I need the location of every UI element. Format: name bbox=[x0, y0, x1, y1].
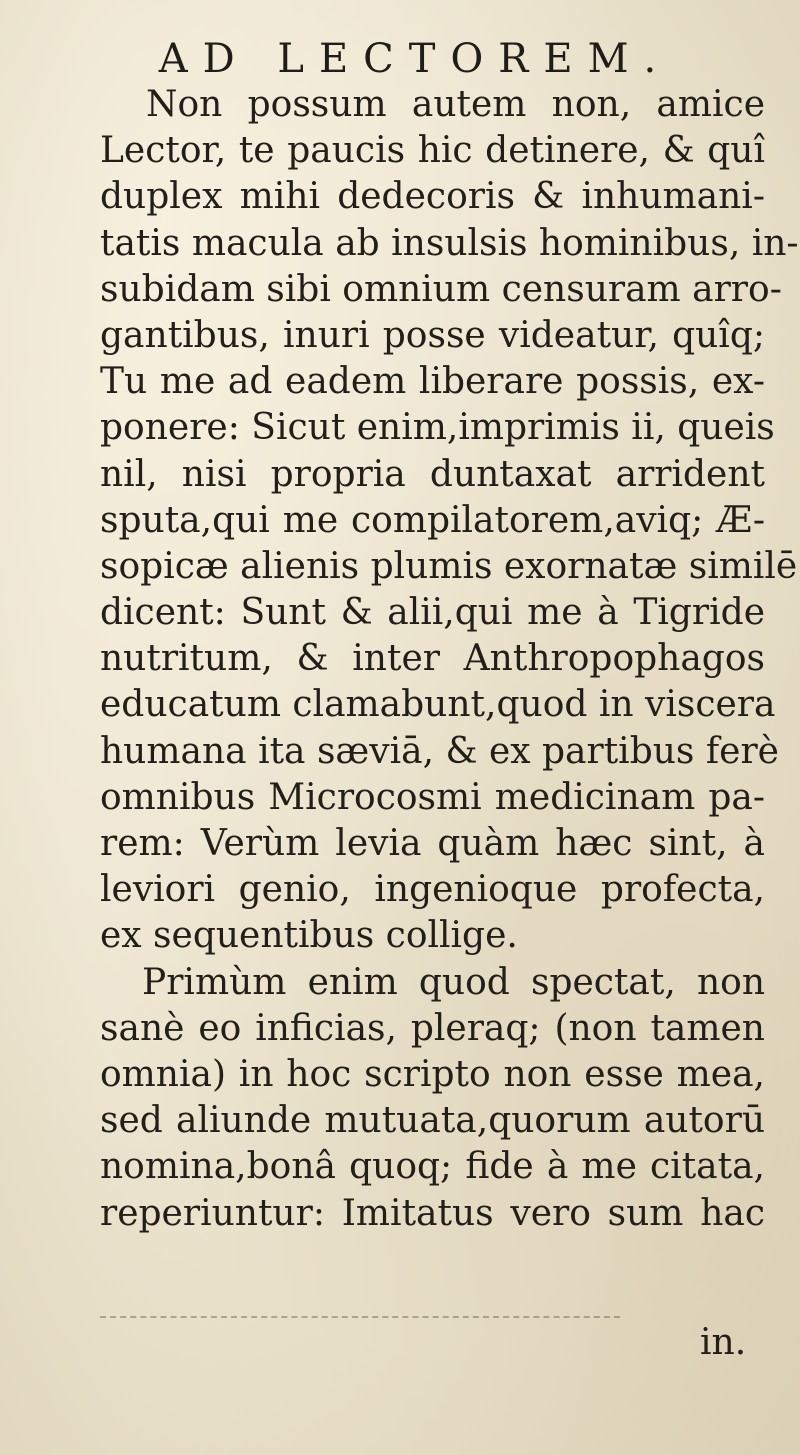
text-line: rem: Verùm levia quàm hæc sint, à bbox=[100, 823, 765, 864]
text-line: educatum clamabunt,quod in viscera bbox=[100, 684, 776, 726]
text-line: omnia) in hoc scripto non esse mea, bbox=[100, 1053, 765, 1095]
text-line: reperiuntur: Imitatus vero sum hac bbox=[100, 1192, 765, 1234]
text-line: leviori genio, ingenioque profecta, bbox=[100, 869, 765, 911]
text-line: sanè eo inficias, pleraq; (non tamen bbox=[100, 1007, 765, 1049]
text-line: humana ita sæviā, & ex partibus ferè bbox=[100, 730, 779, 772]
text-line: nomina,bonâ quoq; fide à me citata, bbox=[100, 1146, 765, 1188]
text-line: gantibus, inuri posse videatur, quîq; bbox=[100, 314, 765, 356]
text-line: Lector, te paucis hic detinere, & quî bbox=[100, 130, 765, 172]
text-line: tatis macula ab insulsis hominibus, in- bbox=[100, 222, 799, 264]
text-line: nil, nisi propria duntaxat arrident bbox=[100, 453, 765, 495]
text-line: Tu me ad eadem liberare possis, ex- bbox=[100, 361, 765, 403]
text-line: sputa,qui me compilatorem,aviq; Æ- bbox=[100, 499, 765, 541]
body-text bbox=[100, 82, 799, 1237]
text-line: omnibus Microcosmi medicinam pa- bbox=[100, 776, 765, 818]
text-line: sopicæ alienis plumis exornatæ similē bbox=[100, 545, 798, 587]
text-line: nutritum, & inter Anthropophagos bbox=[100, 638, 765, 680]
text-line: dicent: Sunt & alii,qui me à Tigride bbox=[100, 592, 765, 634]
text-line: ex sequentibus collige. bbox=[100, 915, 518, 957]
page-heading: AD LECTOREM. bbox=[158, 36, 672, 82]
text-line: ponere: Sicut enim,imprimis ii, queis bbox=[100, 407, 775, 449]
text-line: sed aliunde mutuata,quorum autorū bbox=[100, 1100, 765, 1142]
text-line: subidam sibi omnium censuram arro- bbox=[100, 268, 782, 310]
catchword: in. bbox=[700, 1322, 747, 1363]
text-line: Primùm enim quod spectat, non bbox=[142, 961, 765, 1003]
text-line: Non possum autem non, amice bbox=[146, 84, 765, 125]
text-line: duplex mihi dedecoris & inhumani- bbox=[100, 176, 765, 218]
print-show-through bbox=[100, 1316, 620, 1320]
